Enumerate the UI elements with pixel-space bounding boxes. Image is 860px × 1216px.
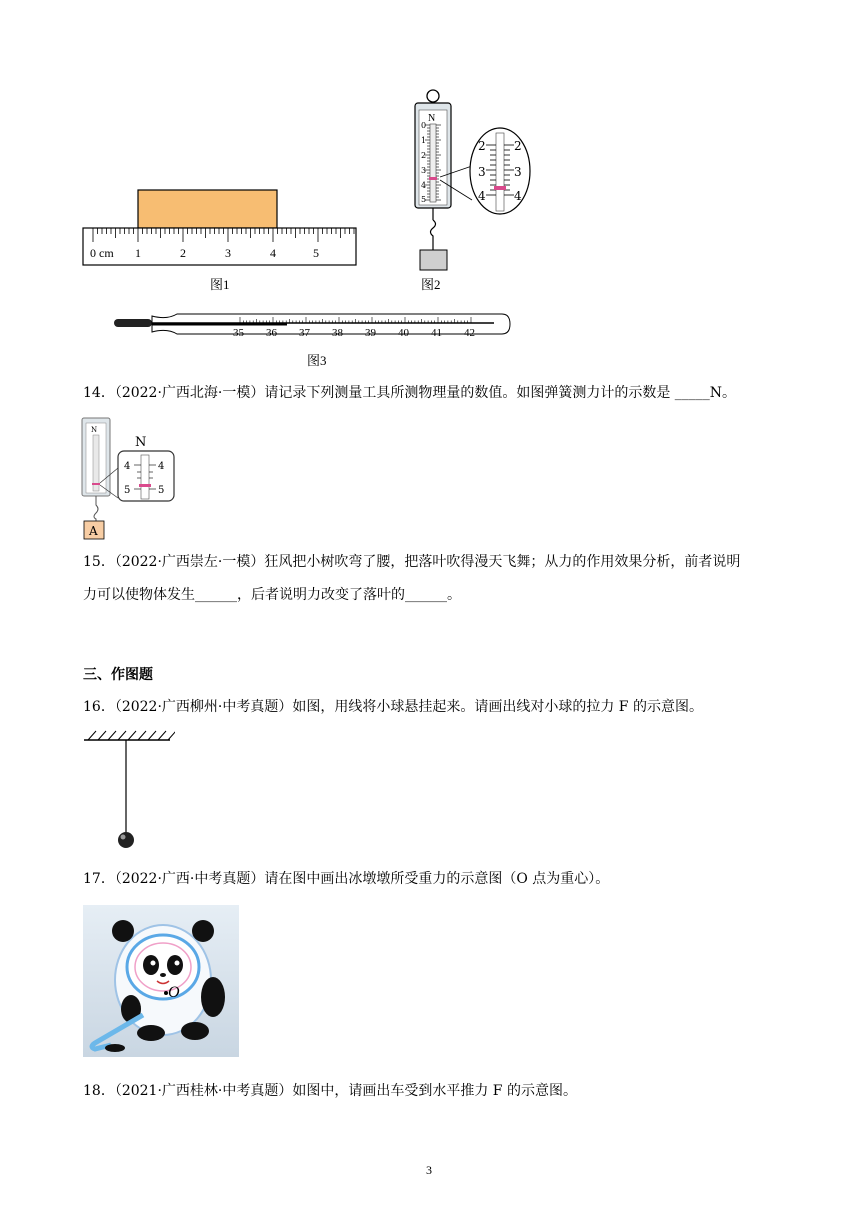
thermometer-bulb [114, 319, 152, 327]
question-15-line-1: 15．（2022·广西崇左·一模）狂风把小树吹弯了腰，把落叶吹得漫天飞舞；从力的作用效果分析，前者说明 [83, 554, 741, 570]
therm-label-35: 35 [233, 327, 244, 339]
therm-label-41: 41 [431, 327, 442, 339]
hatch-line [118, 731, 126, 740]
zoom-tick-3-right: 3 [514, 165, 522, 179]
hatch-line [168, 731, 175, 740]
scale-tick-5: 5 [421, 195, 427, 204]
page-number: 3 [426, 1163, 432, 1177]
scale-tick-0: 0 [421, 121, 427, 130]
question-15-line-2: 力可以使物体发生______，后者说明力改变了落叶的______。 [83, 587, 461, 603]
ruler-label-5: 5 [313, 246, 319, 260]
scale-unit: N [428, 113, 436, 124]
thermometer-figure [112, 310, 512, 342]
spring-scale-figure [410, 88, 535, 273]
question-16: 16．（2022·广西柳州·中考真题）如图，用线将小球悬挂起来。请画出线对小球的拉力 F 的示意图。 [83, 699, 703, 715]
scale-tick-1: 1 [421, 136, 427, 145]
ruler-label-1: 1 [135, 246, 141, 260]
scale-tick-3: 3 [421, 166, 427, 175]
ruler-label-4: 4 [270, 246, 276, 260]
section-heading-drawing: 三、作图题 [83, 667, 153, 683]
ruler-label-0: 0 cm [90, 246, 114, 260]
figure-2-caption: 图2 [421, 277, 441, 292]
ruler-figure [80, 185, 365, 270]
question-14: 14．（2022·广西北海·一模）请记录下列测量工具所测物理量的数值。如图弹簧测力计的示数是 _____N。 [83, 385, 737, 401]
q14-zoom-4-right: 4 [158, 461, 165, 472]
hatch-line [128, 731, 136, 740]
q14-zoom-5-left: 5 [124, 485, 131, 496]
figure-3-caption: 图3 [307, 353, 327, 368]
center-of-gravity-label: O [168, 984, 180, 1001]
q14-zoom-5-right: 5 [158, 485, 165, 496]
pendulum-figure [80, 728, 175, 853]
therm-label-39: 39 [365, 327, 376, 339]
q14-zoom-unit: N [135, 435, 147, 450]
hatch-line [138, 731, 146, 740]
bing-dwen-dwen-image [83, 905, 239, 1057]
question-17: 17．（2022·广西·中考真题）请在图中画出冰墩墩所受重力的示意图（O 点为重心）。 [83, 871, 610, 887]
therm-label-40: 40 [398, 327, 409, 339]
zoom-tick-4-left: 4 [478, 189, 486, 203]
therm-label-42: 42 [464, 327, 475, 339]
question-18: 18．（2021·广西桂林·中考真题）如图中，请画出车受到水平推力 F 的示意图。 [83, 1083, 577, 1099]
scale-tick-4: 4 [421, 181, 427, 190]
hatch-line [158, 731, 166, 740]
hatch-line [98, 731, 106, 740]
scale-ring [427, 90, 439, 102]
hook [431, 208, 436, 250]
weight-block [420, 250, 447, 270]
block-a-label: A [89, 524, 98, 538]
ruler-label-2: 2 [180, 246, 186, 260]
hatch-line [148, 731, 156, 740]
q14-spring-scale-figure [80, 413, 180, 543]
zoom-tick-2-left: 2 [478, 139, 486, 153]
figure-1-caption: 图1 [210, 277, 230, 292]
q14-scale-unit: N [91, 426, 98, 434]
zoom-tick-2-right: 2 [514, 139, 522, 153]
ball [118, 832, 134, 848]
therm-label-38: 38 [332, 327, 343, 339]
orange-block [138, 190, 277, 228]
therm-label-37: 37 [299, 327, 310, 339]
zoom-tick-4-right: 4 [514, 189, 522, 203]
hatch-line [108, 731, 116, 740]
hatch-line [88, 731, 96, 740]
scale-tick-2: 2 [421, 151, 427, 160]
ruler-label-3: 3 [225, 246, 231, 260]
zoom-tick-3-left: 3 [478, 165, 486, 179]
therm-label-36: 36 [266, 327, 277, 339]
q14-zoom-4-left: 4 [124, 461, 131, 472]
